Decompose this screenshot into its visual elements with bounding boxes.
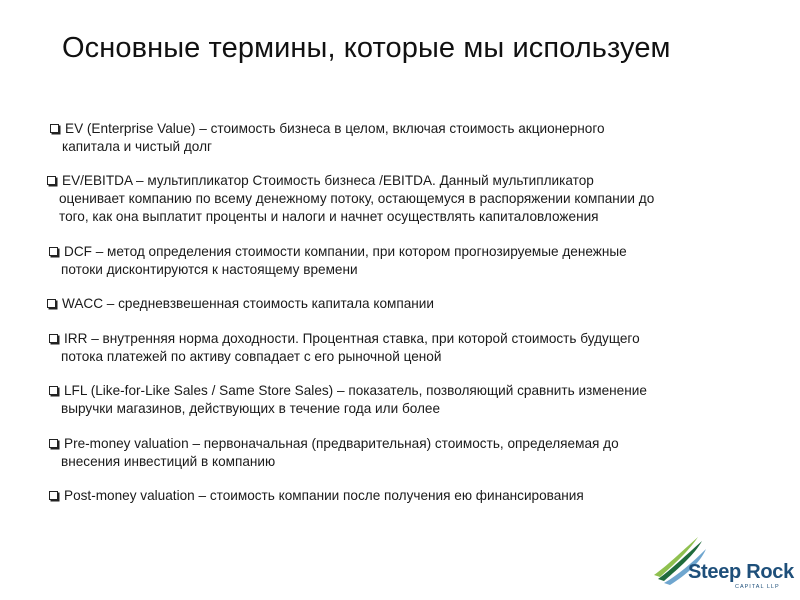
term-line: LFL (Like-for-Like Sales / Same Store Sales) – показатель, позволяющий сравнить изменение [64, 383, 647, 398]
term-line: выручки магазинов, действующих в течение года или более [61, 401, 441, 416]
term-ev [50, 120, 605, 156]
checkbox-bullet-icon [49, 247, 58, 256]
term-line: капитала и чистый долг [62, 139, 212, 154]
term-lfl [49, 382, 647, 418]
checkbox-bullet-icon [47, 299, 56, 308]
term-line: EV (Enterprise Value) – стоимость бизнеса в целом, включая стоимость акционерного [65, 121, 605, 136]
term-line: DCF – метод определения стоимости компании, при котором прогнозируемые денежные [64, 244, 627, 259]
term-dcf [49, 243, 627, 279]
term-line: WACC – средневзвешенная стоимость капитала компании [62, 296, 434, 311]
slide-title: Основные термины, которые мы используем [62, 32, 671, 64]
checkbox-bullet-icon [50, 124, 59, 133]
logo-name: Steep Rock [688, 561, 794, 583]
term-ev-ebitda [47, 172, 654, 226]
checkbox-bullet-icon [47, 176, 56, 185]
term-line: потоки дисконтируются к настоящему времени [61, 262, 358, 277]
term-line: Pre-money valuation – первоначальная (предварительная) стоимость, определяемая до [64, 436, 619, 451]
checkbox-bullet-icon [49, 334, 58, 343]
term-pre-money [49, 435, 619, 471]
logo-subtitle: CAPITAL LLP [735, 584, 780, 590]
term-line: того, как она выплатит проценты и налоги и начнет осуществлять капиталовложения [59, 209, 599, 224]
checkbox-bullet-icon [49, 439, 58, 448]
term-line: потока платежей по активу совпадает с его рыночной ценой [61, 349, 442, 364]
term-wacc [47, 295, 434, 313]
term-line: EV/EBITDA – мультипликатор Стоимость бизнеса /EBITDA. Данный мультипликатор [62, 173, 594, 188]
term-irr [49, 330, 640, 366]
checkbox-bullet-icon [49, 491, 58, 500]
term-post-money [49, 487, 584, 505]
checkbox-bullet-icon [49, 386, 58, 395]
term-line: IRR – внутренняя норма доходности. Процентная ставка, при которой стоимость будущего [64, 331, 640, 346]
term-line: оценивает компанию по всему денежному потоку, остающемуся в распоряжении компании до [59, 191, 655, 206]
term-line: Post-money valuation – стоимость компании после получения ею финансирования [64, 488, 584, 503]
term-line: внесения инвестиций в компанию [61, 454, 276, 469]
